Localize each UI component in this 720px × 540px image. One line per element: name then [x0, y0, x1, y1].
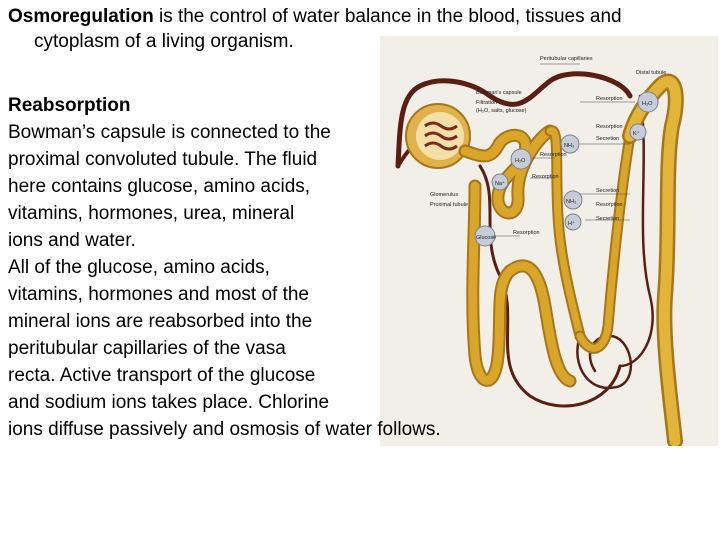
body-line-10: recta. Active transport of the glucose — [8, 365, 316, 386]
label-glomerulus: Glomerulus — [430, 192, 459, 198]
label-hplus: H⁺ — [568, 221, 575, 227]
reabsorption-text — [8, 92, 708, 443]
label-secretion-3: Secretion — [596, 216, 620, 222]
body-line-9: peritubular capillaries of the vasa — [8, 338, 286, 359]
label-h2o-2: H₂O — [642, 101, 653, 107]
intro-line-1 — [8, 4, 720, 29]
label-resorption-4: Resorption — [532, 174, 559, 180]
label-resorption-1: Resorption — [596, 96, 623, 102]
label-h2o-1: H₂O — [515, 158, 526, 164]
label-bowman: Bowman's capsule — [476, 90, 522, 96]
label-resorption-5: Resorption — [596, 202, 623, 208]
label-proximal: Proximal tubule — [430, 202, 468, 208]
label-distal: Distal tubule — [636, 70, 667, 76]
body-line-3: here contains glucose, amino acids, — [8, 176, 311, 197]
body-line-6: All of the glucose, amino acids, — [8, 257, 270, 278]
label-secretion-2: Secretion — [596, 188, 620, 194]
label-resorption-6: Resorption — [513, 230, 540, 236]
body-line-4: vitamins, hormones, urea, mineral — [8, 203, 295, 224]
label-nh3-1: NH₃ — [564, 143, 575, 149]
label-secretion-1: Secretion — [596, 136, 620, 142]
body-line-12: ions diffuse passively and osmosis of water follows. — [8, 419, 441, 440]
label-peritubular: Peritubular capillaries — [540, 56, 593, 62]
label-resorption-3: Resorption — [540, 152, 567, 158]
label-resorption-2: Resorption — [596, 124, 623, 130]
label-kplus: K⁺ — [633, 131, 640, 137]
intro-term: Osmoregulation — [8, 6, 154, 27]
body-line-2: proximal convoluted tubule. The fluid — [8, 149, 318, 170]
label-naplus: Na⁺ — [495, 181, 505, 187]
label-filtration: Filtration — [476, 100, 498, 106]
label-filtrate: (H₂O, salts, glucose) — [476, 108, 527, 114]
intro-line-2: cytoplasm of a living organism. — [34, 31, 294, 52]
body-line-11: and sodium ions takes place. Chlorine — [8, 392, 330, 413]
body-line-5: ions and water. — [8, 230, 136, 251]
intro-line-1-rest: is the control of water balance in the blood, tissues and — [153, 6, 622, 27]
section-heading: Reabsorption — [8, 95, 131, 116]
body-line-7: vitamins, hormones and most of the — [8, 284, 309, 305]
label-nh3-2: NH₃ — [566, 199, 577, 205]
label-glucose: Glucose — [476, 235, 497, 241]
body-line-8: mineral ions are reabsorbed into the — [8, 311, 313, 332]
body-line-1: Bowman’s capsule is connected to the — [8, 122, 331, 143]
